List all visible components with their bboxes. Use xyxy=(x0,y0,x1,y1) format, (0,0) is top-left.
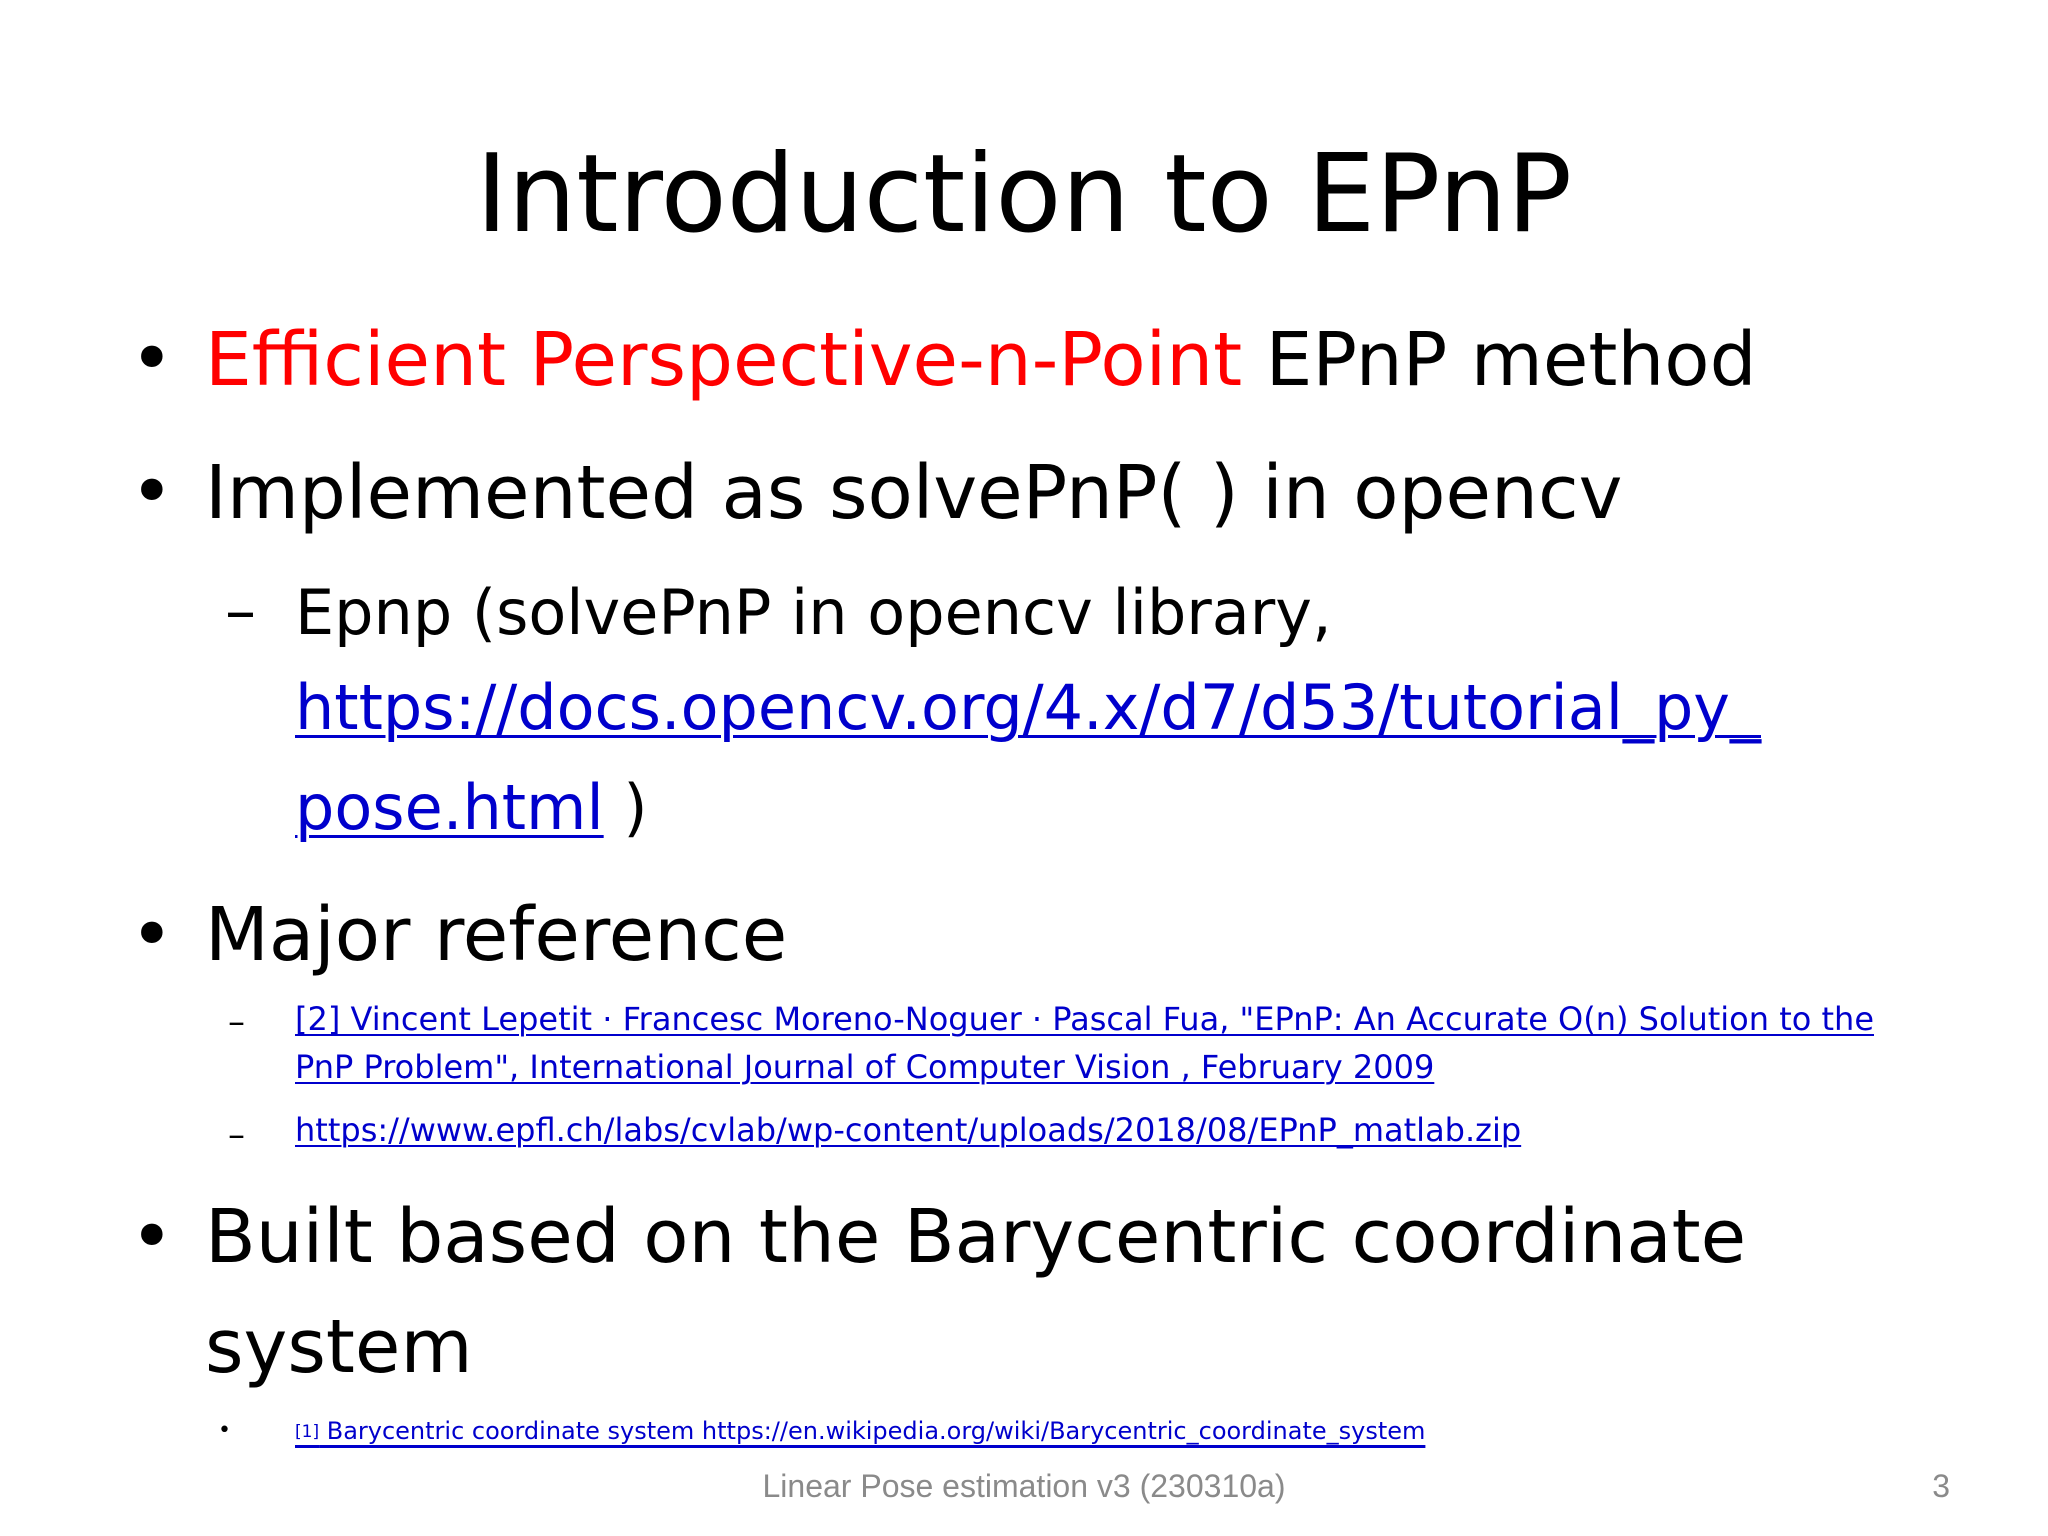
footnote-marker: • xyxy=(218,1418,231,1443)
opencv-link-line1[interactable] xyxy=(295,660,1761,756)
opencv-tutorial-link[interactable]: https://docs.opencv.org/4.x/d7/d53/tutorial_py_ xyxy=(295,671,1761,744)
footnote-text[interactable] xyxy=(295,1416,1425,1447)
dash-marker: – xyxy=(228,1115,245,1155)
bullet-marker: • xyxy=(130,892,174,978)
footer-title: Linear Pose estimation v3 (230310a) xyxy=(762,1468,1286,1504)
wikipedia-barycentric-link[interactable] xyxy=(295,1417,1425,1445)
opencv-tutorial-link-cont[interactable]: pose.html xyxy=(295,771,604,844)
footnote-ref: [1] xyxy=(295,1422,320,1442)
bullet-marker: • xyxy=(130,316,174,402)
reference-line2[interactable] xyxy=(295,1043,1434,1091)
bullet-marker: • xyxy=(130,449,174,535)
bullet-text: Major reference xyxy=(205,892,788,978)
page-number: 3 xyxy=(1932,1468,1950,1504)
dash-marker: – xyxy=(228,1002,245,1042)
highlight-text: Efficient Perspective-n-Point xyxy=(205,317,1243,403)
reference-epfl-line[interactable] xyxy=(295,1106,1521,1154)
bullet-text-line1: Built based on the Barycentric coordinate xyxy=(205,1194,1747,1280)
bullet-marker: • xyxy=(130,1194,174,1280)
slide-title: Introduction to EPnP xyxy=(475,132,1573,257)
opencv-link-line2 xyxy=(295,760,648,856)
closing-paren: ) xyxy=(603,771,648,844)
epnp-paper-link-cont[interactable]: PnP Problem", International Journal of Computer Vision , February 2009 xyxy=(295,1048,1435,1086)
sub-bullet-text: Epnp (solvePnP in opencv library, xyxy=(295,576,1332,649)
reference-line1[interactable] xyxy=(295,995,1874,1043)
epfl-matlab-link[interactable]: https://www.epfl.ch/labs/cvlab/wp-content/uploads/2018/08/EPnP_matlab.zip xyxy=(295,1111,1522,1149)
footnote-link-text: Barycentric coordinate system https://en.wikipedia.org/wiki/Barycentric_coordinate_system xyxy=(319,1417,1426,1445)
dash-marker: – xyxy=(225,574,256,647)
bullet-text: Implemented as solvePnP( ) in opencv xyxy=(205,450,1623,536)
epnp-paper-link[interactable]: [2] Vincent Lepetit · Francesc Moreno-Noguer · Pascal Fua, "EPnP: An Accurate O(n) Solution to the xyxy=(295,1000,1874,1038)
bullet-rest-text: EPnP method xyxy=(1242,317,1757,403)
bullet-text xyxy=(205,305,1757,415)
bullet-text-line2: system xyxy=(205,1304,473,1390)
